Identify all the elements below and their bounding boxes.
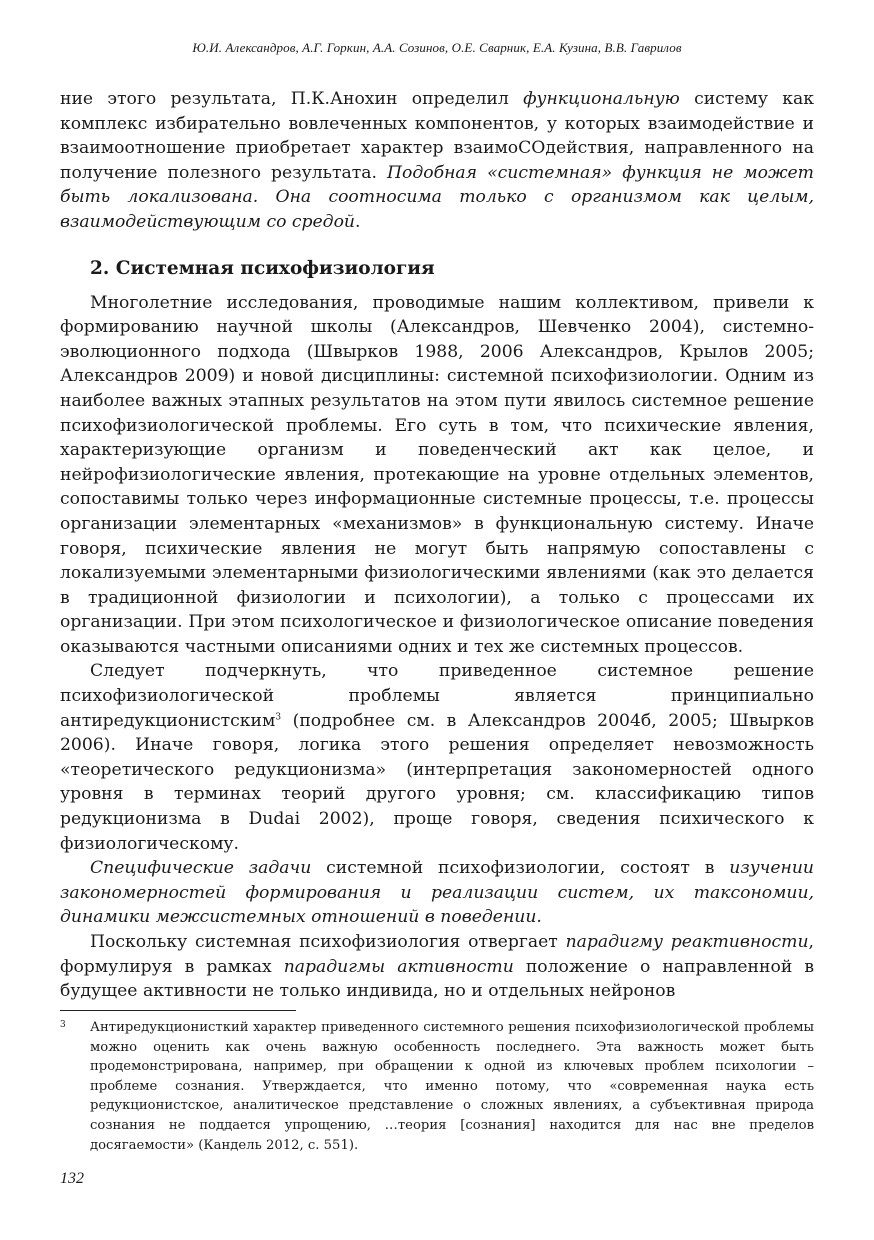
main-text [60, 87, 814, 1004]
footnote-number: 3 [60, 1020, 66, 1030]
paragraph [60, 856, 814, 930]
emphasis: функциональную [523, 89, 680, 109]
text-run: систему как комплекс избирательно вовлеченных компонентов, у которых взаимодействие и взаимоотношение приобретает характер взаимоСОдействия, направленного на получение полезного результата. [60, 89, 815, 183]
text-run: . [355, 211, 361, 232]
text-run: , формулируя в рамках [60, 932, 814, 977]
footnote [60, 1018, 814, 1155]
text-run: ние этого результата, П.К.Анохин определил [60, 89, 524, 109]
section-heading: 2. Системная психофизиология [90, 257, 435, 279]
continuation-paragraph [60, 87, 814, 235]
text-run: Следует подчеркнуть, что приведенное системное решение психофизиологической проблемы является принципиально антиредукционистским [60, 661, 814, 731]
paragraph [60, 930, 814, 1004]
emphasis: парадигму реактивности [565, 932, 809, 952]
footnote-text: Антиредукционисткий характер приведенного системного решения психофизиологической проблемы можно оценить как очень важную особенность последнего. Эта важность может быть продемонстрирована, например, при обращении к одной из ключевых проблем психологии – проблеме сознания. Утверждается, что именно потому, что «современная наука есть редукционистское, аналитическое представление о сложных явлениях, а субъективная природа сознания не поддается упрощению, …теория [сознания] находится для нас вне пределов досягаемости» (Кандель 2012, с. 551). [90, 1020, 814, 1153]
running-head: Ю.И. Александров, А.Г. Горкин, А.А. Созинов, О.Е. Сварник, Е.А. Кузина, В.В. Гаврилов [192, 40, 682, 55]
emphasis: Специфические задачи [90, 858, 312, 879]
text-run: системной психофизиологии, состоят в [311, 858, 730, 879]
emphasis: парадигмы активности [283, 956, 514, 977]
text-run: положение о направленной в будущее активности не только индивида, но и отдельных нейронов [60, 956, 814, 1002]
paragraph: Многолетние исследования, проводимые нашим коллективом, привели к формированию научной школы (Александров, Шевченко 2004), системно-эволюционного подхода (Швырков 1988, 2006 Александров, Крылов 2005; Александров 2009) и новой дисциплины: системной психофизиологии. Одним из наиболее важных этапных результатов на этом пути явилось системное решение психофизиологической проблемы. Его суть в том, что психические явления, характеризующие организм и поведенческий акт как целое, и нейрофизиологические явления, протекающие на уровне отдельных элементов, сопоставимы только через информационные системные процессы, т.е. процессы организации элементарных «механизмов» в функциональную систему. Иначе говоря, психические явления не могут быть напрямую сопоставлены с локализуемыми элементарными физиологическими явлениями (как это делается в традиционной физиологии и психологии), а только с процессами их организации. При этом психологическое и физиологическое описание поведения оказываются частными описаниями одних и тех же системных процессов. [60, 292, 814, 657]
emphasis: Подобная «системная» функция не может быть локализована. Она соотносима только с организмом как целым, взаимодействующим со средой [60, 162, 814, 232]
footnote-ref[interactable]: 3 [275, 711, 282, 722]
footnote-divider [60, 1010, 296, 1011]
page-number: 132 [60, 1170, 84, 1187]
paragraph [60, 659, 814, 856]
text-run: (подробнее см. в Александров 2004б, 2005; Швырков 2006). Иначе говоря, логика этого решения определяет невозможность «теоретического редукционизма» (интерпретация закономерностей одного уровня в терминах теорий другого уровня; см. классификацию типов редукционизма в Dudai 2002), проще говоря, сведения психического к физиологическому. [60, 710, 814, 854]
text-run: Поскольку системная психофизиология отвергает [90, 932, 566, 952]
emphasis: изучении закономерностей формирования и реализации систем, их таксономии, динамики межсистемных отношений в поведении. [60, 858, 814, 928]
